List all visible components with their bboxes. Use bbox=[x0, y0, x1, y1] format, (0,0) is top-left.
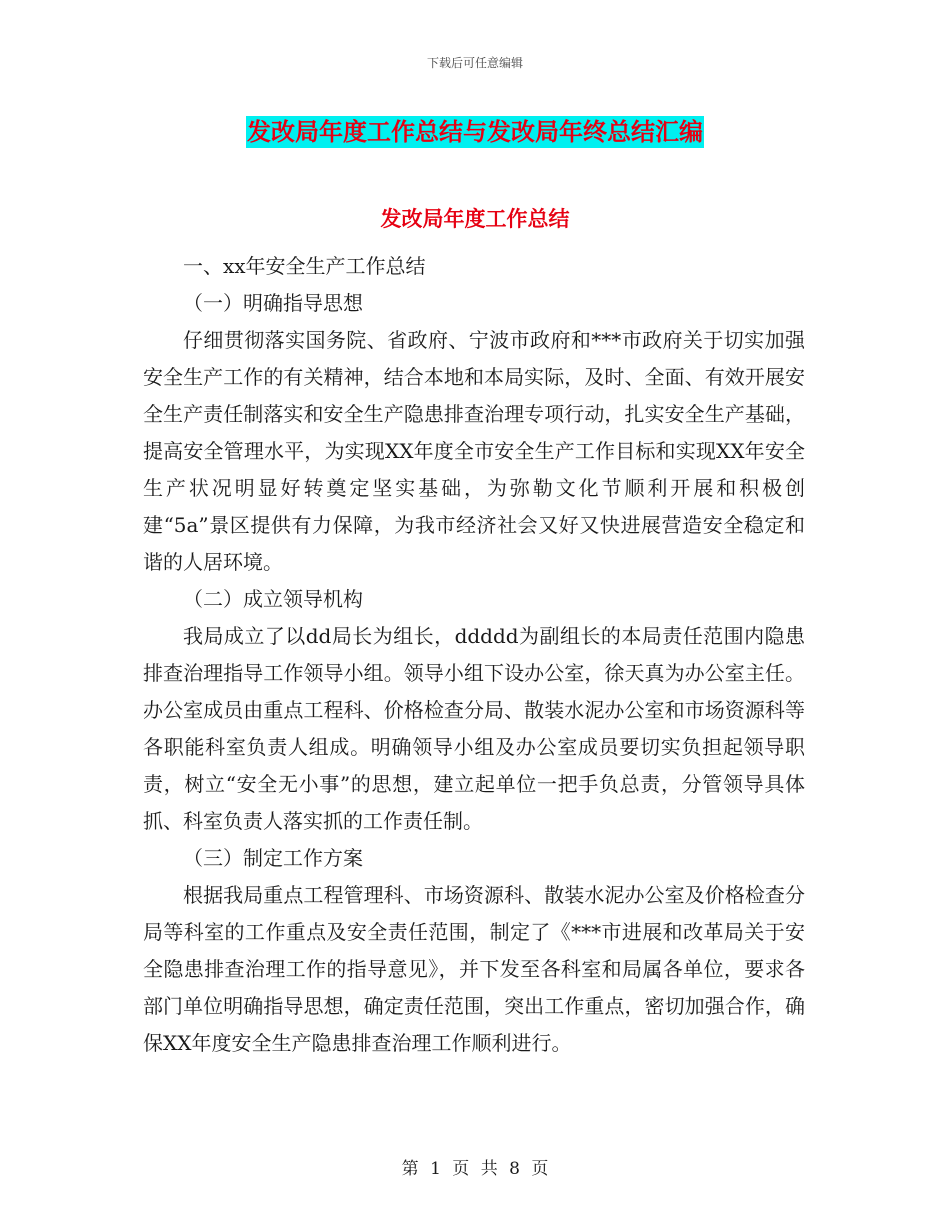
document-title-text: 发改局年度工作总结与发改局年终总结汇编 bbox=[247, 118, 703, 146]
subsection-heading-3: （三）制定工作方案 bbox=[183, 846, 363, 870]
page-number: 第 1 页 共 8 页 bbox=[401, 1159, 549, 1179]
section-title: 发改局年度工作总结 bbox=[380, 207, 570, 231]
paragraph-3: 根据我局重点工程管理科、市场资源科、散装水泥办公室及价格检查分局等科室的工作重点及安全责任范围，制定了《***市进展和改革局关于安全隐患排查治理工作的指导意见》，并下发至各科室和局属各单位，要求各部门单位明确指导思想，确定责任范围，突出工作重点，密切加强合作，确保XX年度安全生产隐患排查治理工作顺利进行。 bbox=[143, 883, 805, 1055]
paragraph-1: 仔细贯彻落实国务院、省政府、宁波市政府和***市政府关于切实加强安全生产工作的有关精神，结合本地和本局实际，及时、全面、有效开展安全生产责任制落实和安全生产隐患排查治理专项行动，扎实安全生产基础，提高安全管理水平，为实现XX年度全市安全生产工作目标和实现XX年安全生产状况明显好转奠定坚实基础，为弥勒文化节顺利开展和积极创建“5a”景区提供有力保障，为我市经济社会又好又快进展营造安全稳定和谐的人居环境。 bbox=[143, 328, 805, 574]
document-title bbox=[0, 112, 950, 147]
subsection-heading-2: （二）成立领导机构 bbox=[183, 587, 363, 611]
header-note: 下载后可任意编辑 bbox=[426, 56, 523, 70]
document-body bbox=[143, 248, 805, 1062]
paragraph-2: 我局成立了以dd局长为组长，ddddd为副组长的本局责任范围内隐患排查治理指导工作领导小组。领导小组下设办公室，徐天真为办公室主任。办公室成员由重点工程科、价格检查分局、散装水泥办公室和市场资源科等各职能科室负责人组成。明确领导小组及办公室成员要切实负担起领导职责，树立“安全无小事”的思想，建立起单位一把手负总责，分管领导具体抓、科室负责人落实抓的工作责任制。 bbox=[143, 624, 805, 833]
section-heading-1: 一、xx年安全生产工作总结 bbox=[183, 254, 426, 278]
subsection-heading-1: （一）明确指导思想 bbox=[183, 291, 363, 315]
